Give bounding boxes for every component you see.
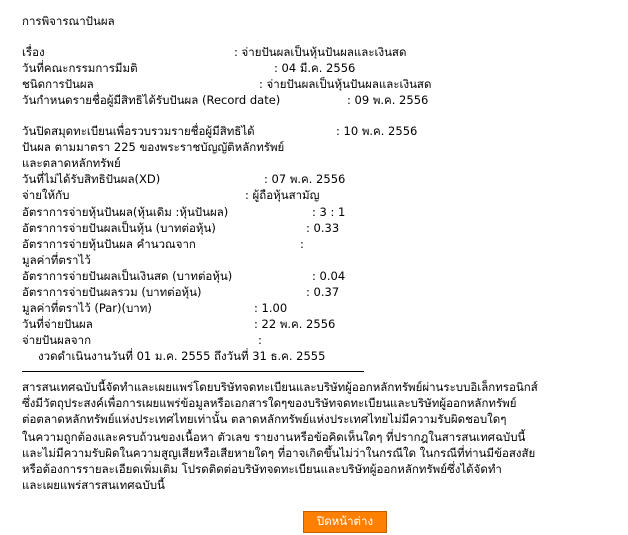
field-value-board-date: : 04 มี.ค. 2556 [274, 61, 356, 75]
field-value-xd-date: : 07 พ.ค. 2556 [264, 172, 346, 186]
field-value-record-date: : 09 พ.ค. 2556 [347, 93, 429, 107]
field-value-paid-from: : [258, 333, 262, 347]
field-label-section-225-cont: และตลาดหลักทรัพย์ [22, 156, 121, 170]
field-label-total-dividend-rate: อัตราการจ่ายปันผลรวม (บาทต่อหุ้น) [22, 285, 202, 299]
field-value-stock-dividend-rate: : 0.33 [306, 221, 340, 235]
field-value-dividend-type: : จ่ายปันผลเป็นหุ้นปันผลและเงินสด [259, 77, 432, 91]
field-label-section-225: ปันผล ตามมาตรา 225 ของพระราชบัญญัติหลักทรัพย์ [22, 140, 285, 154]
field-label-paid-from: จ่ายปันผลจาก [22, 333, 92, 347]
page-title: การพิจารณาปันผล [22, 14, 115, 28]
field-value-payment-date: : 22 พ.ค. 2556 [254, 317, 336, 331]
field-label-board-date: วันที่คณะกรรมการมีมติ [22, 61, 138, 75]
field-value-book-closing: : 10 พ.ค. 2556 [336, 124, 418, 138]
field-value-stock-dividend-ratio: : 3 : 1 [312, 205, 346, 219]
disclaimer-line: ซึ่งมีวัตถุประสงค์เพื่อการเผยแพร่ข้อมูลหรือเอกสารใดๆของบริษัทจดทะเบียนและบริษัทผู้ออกหลักทรัพย์ [22, 396, 517, 410]
field-label-stock-dividend-calc: อัตราการจ่ายหุ้นปันผล คำนวณจาก [22, 237, 196, 251]
disclaimer-line: หรือต้องการรายละเอียดเพิ่มเติม โปรดติดต่อบริษัทจดทะเบียนและบริษัทผู้ออกหลักทรัพย์ซึ่งได้จัดทำ [22, 462, 502, 476]
field-label-book-closing: วันปิดสมุดทะเบียนเพื่อรวบรวมรายชื่อผู้มีสิทธิได้ [22, 124, 255, 138]
field-value-total-dividend-rate: : 0.37 [306, 285, 340, 299]
disclaimer-line: และเผยแพร่สารสนเทศฉบับนี้ [22, 478, 165, 492]
field-label-dividend-type: ชนิดการปันผล [22, 77, 94, 91]
disclaimer-line: สารสนเทศฉบับนี้จัดทำและเผยแพร่โดยบริษัทจดทะเบียนและบริษัทผู้ออกหลักทรัพย์ผ่านระบบอิเล็กทรอนิกส์ [22, 380, 538, 394]
disclaimer-line: และไม่มีความรับผิดในความสูญเสียหรือเสียหายใดๆ ที่อาจเกิดขึ้นไม่ว่าในกรณีใด ในกรณีที่ท่านมีข้อสงสัย [22, 446, 536, 460]
field-label-par-value: มูลค่าที่ตราไว้ (Par)(บาท) [22, 301, 152, 315]
field-label-par-value-note: มูลค่าที่ตราไว้ [22, 253, 91, 267]
field-label-stock-dividend-rate: อัตราการจ่ายปันผลเป็นหุ้น (บาทต่อหุ้น) [22, 221, 216, 235]
close-window-button[interactable]: ปิดหน้าต่าง [303, 511, 387, 533]
field-label-record-date: วันกำหนดรายชื่อผู้มีสิทธิได้รับปันผล (Record date) [22, 93, 281, 107]
disclaimer-line: ต่อตลาดหลักทรัพย์แห่งประเทศไทยเท่านั้น ตลาดหลักทรัพย์แห่งประเทศไทยไม่มีความรับผิดชอบใดๆ [22, 412, 507, 426]
divider [22, 371, 364, 372]
field-value-pay-to: : ผู้ถือหุ้นสามัญ [245, 188, 320, 202]
field-label-pay-to: จ่ายให้กับ [22, 188, 70, 202]
operating-period: งวดดำเนินงานวันที่ 01 ม.ค. 2555 ถึงวันที่ 31 ธ.ค. 2555 [38, 349, 326, 363]
field-label-cash-dividend-rate: อัตราการจ่ายปันผลเป็นเงินสด (บาทต่อหุ้น) [22, 269, 233, 283]
field-label-stock-dividend-ratio: อัตราการจ่ายหุ้นปันผล(หุ้นเดิม :หุ้นปันผล) [22, 205, 229, 219]
field-label-payment-date: วันที่จ่ายปันผล [22, 317, 93, 331]
field-label-subject: เรื่อง [22, 45, 45, 59]
field-value-stock-dividend-calc: : [300, 237, 304, 251]
field-value-subject: : จ่ายปันผลเป็นหุ้นปันผลและเงินสด [234, 45, 407, 59]
field-value-par-value: : 1.00 [254, 301, 288, 315]
field-label-xd-date: วันที่ไม่ได้รับสิทธิปันผล(XD) [22, 172, 161, 186]
disclaimer-line: ในความถูกต้องและครบถ้วนของเนื้อหา ตัวเลข รายงานหรือข้อคิดเห็นใดๆ ที่ปรากฎในสารสนเทศฉบับนี้ [22, 430, 526, 444]
field-value-cash-dividend-rate: : 0.04 [312, 269, 346, 283]
